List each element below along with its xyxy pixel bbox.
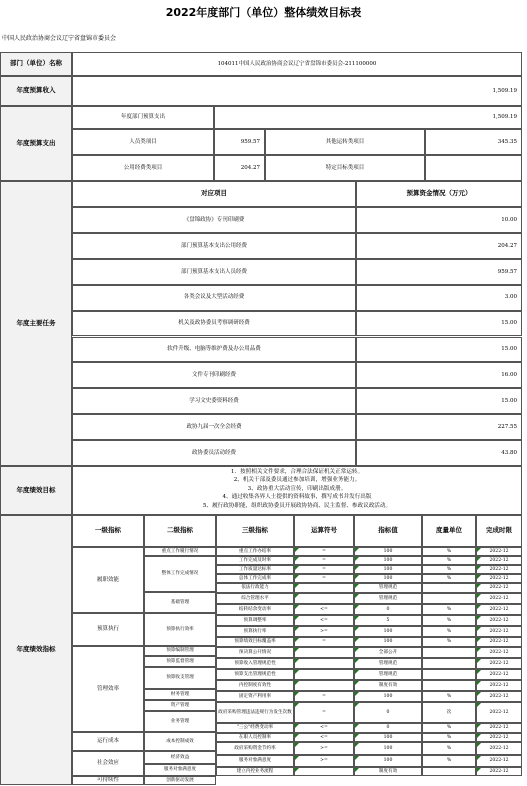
ind-l2-cell: 创新驱动发展 — [144, 776, 216, 785]
ind-l3-cell: 在职人员控制率 — [216, 733, 294, 742]
ind-value-cell: 5 — [354, 615, 422, 626]
ind-l1-cell: 履职效能 — [72, 547, 144, 613]
ind-deadline-cell: 2022-12 — [476, 647, 522, 658]
task-amount: 3.00 — [356, 285, 522, 311]
task-item: 《盘锦政协》专刊印刷费 — [72, 207, 356, 233]
ind-header-l3: 三级指标 — [216, 515, 294, 547]
ind-l2-cell: 服务对象满意度 — [144, 764, 216, 776]
public-label: 公用经费类项目 — [72, 155, 214, 181]
page-title: 2022年度部门（单位）整体绩效目标表 — [165, 6, 362, 19]
indicators-label: 年度绩效指标 — [0, 515, 72, 785]
dept-value: 104011中国人民政治协商会议辽宁省盘锦市委员会-211100000 — [72, 52, 522, 76]
task-amount: 43.80 — [356, 440, 522, 466]
ind-l3-cell: 预算支出管理规范性 — [216, 669, 294, 680]
ind-unit-cell: % — [422, 604, 476, 615]
ind-value-cell: 100 — [354, 755, 422, 767]
ind-l3-cell: 工作质量达标率 — [216, 565, 294, 574]
personnel-value: 959.57 — [214, 129, 265, 155]
income-value: 1,509.19 — [72, 76, 522, 106]
ind-l3-cell: 政府采购资金节约率 — [216, 742, 294, 755]
ind-unit-cell — [422, 680, 476, 691]
ind-l1-cell: 管理效率 — [72, 646, 144, 732]
ind-l3-cell: 固定资产利用率 — [216, 691, 294, 702]
ind-deadline-cell: 2022-12 — [476, 556, 522, 565]
ind-value-cell: 制度有效 — [354, 680, 422, 691]
ind-operator-cell: = — [294, 556, 354, 565]
ind-unit-cell: % — [422, 637, 476, 647]
ind-operator-cell: >= — [294, 626, 354, 637]
ind-value-cell: 100 — [354, 547, 422, 556]
ind-unit-cell: % — [422, 733, 476, 742]
task-item: 学习文史委资料经费 — [72, 388, 356, 414]
goal-line: 1．按照相关文件要求，合理合法保证机关正常运转。 — [230, 469, 364, 475]
income-label: 年度预算收入 — [0, 76, 72, 106]
task-item: 政协委员活动经费 — [72, 440, 356, 466]
ind-operator-cell: >= — [294, 755, 354, 767]
ind-unit-cell — [422, 647, 476, 658]
ind-header-l1: 一级指标 — [72, 515, 144, 547]
ind-l3-cell: 工作完成及时率 — [216, 556, 294, 565]
goal-line: 5、履行政协职能，组织政协委员开展政协协商、民主监督、参政议政活动。 — [202, 502, 392, 509]
expense-total-value: 1,509.19 — [214, 106, 522, 129]
goals-label: 年度绩效目标 — [0, 466, 72, 515]
ind-unit-cell — [422, 669, 476, 680]
special-label: 特定目标类项目 — [265, 155, 425, 181]
ind-operator-cell — [294, 767, 354, 776]
ind-unit-cell — [422, 583, 476, 593]
ind-operator-cell — [294, 669, 354, 680]
ind-operator-cell: >= — [294, 742, 354, 755]
ind-value-cell: 100 — [354, 691, 422, 702]
task-item: 软件升级、电脑等维护费及办公用品费 — [72, 337, 356, 363]
ind-unit-cell: % — [422, 547, 476, 556]
ind-l3-cell: "三公"经费变动率 — [216, 723, 294, 733]
ind-value-cell: 100 — [354, 565, 422, 574]
ind-unit-cell — [422, 658, 476, 669]
ind-l3-cell: 内控制度有效性 — [216, 680, 294, 691]
ind-header-l2: 二级指标 — [144, 515, 216, 547]
ind-header-deadline: 完成时限 — [476, 515, 522, 547]
task-amount: 15.00 — [356, 311, 522, 337]
other-value: 345.35 — [425, 129, 522, 155]
goals-text — [72, 466, 522, 515]
ind-header-value: 指标值 — [354, 515, 422, 547]
ind-l2-cell: 预算监督管理 — [144, 656, 216, 667]
ind-unit-cell: % — [422, 691, 476, 702]
ind-deadline-cell: 2022-12 — [476, 637, 522, 647]
ind-value-cell: 管理规范 — [354, 658, 422, 669]
ind-value-cell: 0 — [354, 604, 422, 615]
ind-l1-cell: 运行成本 — [72, 732, 144, 751]
other-label: 其他运转类项目 — [265, 129, 425, 155]
ind-l2-cell: 重点工作履行情况 — [144, 547, 216, 556]
ind-deadline-cell: 2022-12 — [476, 547, 522, 556]
personnel-label: 人员类项目 — [72, 129, 214, 155]
ind-deadline-cell: 2022-12 — [476, 669, 522, 680]
ind-deadline-cell: 2022-12 — [476, 604, 522, 615]
ind-deadline-cell: 2022-12 — [476, 691, 522, 702]
page-subtitle: 中国人民政治协商会议辽宁省盘锦市委员会 — [2, 35, 117, 42]
ind-header-unit: 度量单位 — [422, 515, 476, 547]
dept-label: 部门（单位）名称 — [0, 52, 72, 76]
ind-value-cell: 0 — [354, 702, 422, 723]
ind-unit-cell: % — [422, 755, 476, 767]
ind-l2-cell: 预算编制管理 — [144, 646, 216, 656]
ind-l3-cell: 预算执行率 — [216, 626, 294, 637]
ind-unit-cell: % — [422, 574, 476, 583]
ind-value-cell: 管理规范 — [354, 593, 422, 604]
ind-deadline-cell: 2022-12 — [476, 565, 522, 574]
ind-l1-cell: 社会效应 — [72, 751, 144, 776]
task-amount: 15.00 — [356, 337, 522, 363]
ind-operator-cell: = — [294, 565, 354, 574]
ind-l3-cell: 预决算公开情况 — [216, 647, 294, 658]
task-item: 各类会议及大型活动经费 — [72, 285, 356, 311]
task-item: 文件专刊印刷经费 — [72, 362, 356, 388]
ind-l2-cell: 基础管理 — [144, 592, 216, 613]
ind-unit-cell: 次 — [422, 702, 476, 723]
ind-l3-cell: 预算收入管理规范性 — [216, 658, 294, 669]
ind-value-cell: 100 — [354, 626, 422, 637]
ind-operator-cell: <= — [294, 723, 354, 733]
ind-operator-cell: = — [294, 574, 354, 583]
ind-deadline-cell: 2022-12 — [476, 680, 522, 691]
ind-operator-cell: = — [294, 547, 354, 556]
task-item: 部门预算基本支出人员经费 — [72, 259, 356, 285]
ind-value-cell: 100 — [354, 637, 422, 647]
ind-l3-cell: 重点工作办结率 — [216, 547, 294, 556]
ind-deadline-cell: 2022-12 — [476, 767, 522, 776]
ind-deadline-cell: 2022-12 — [476, 702, 522, 723]
ind-value-cell: 100 — [354, 733, 422, 742]
ind-l2-cell: 预算执行效率 — [144, 613, 216, 646]
ind-operator-cell: = — [294, 702, 354, 723]
ind-l2-cell: 财务管理 — [144, 689, 216, 700]
task-item: 机关及政协委员考察调研经费 — [72, 311, 356, 337]
expense-total-label: 年度部门预算支出 — [72, 106, 214, 129]
task-amount: 10.00 — [356, 207, 522, 233]
ind-deadline-cell: 2022-12 — [476, 615, 522, 626]
task-amount: 15.00 — [356, 388, 522, 414]
ind-l3-cell: 依法行政能力 — [216, 583, 294, 593]
ind-operator-cell: = — [294, 691, 354, 702]
ind-operator-cell — [294, 593, 354, 604]
ind-l3-cell: 预算调整率 — [216, 615, 294, 626]
ind-value-cell: 管理规范 — [354, 669, 422, 680]
ind-value-cell: 管理规范 — [354, 583, 422, 593]
ind-unit-cell: % — [422, 723, 476, 733]
ind-l3-cell: 结转结余变动率 — [216, 604, 294, 615]
task-amount: 227.55 — [356, 414, 522, 440]
ind-l2-cell: 成本控制成效 — [144, 732, 216, 751]
task-amount: 959.57 — [356, 259, 522, 285]
ind-value-cell: 制度有效 — [354, 767, 422, 776]
ind-unit-cell — [422, 593, 476, 604]
ind-operator-cell — [294, 680, 354, 691]
goal-line: 3、政协重大活动宣传，印刷出版成册。 — [247, 485, 347, 492]
ind-unit-cell: % — [422, 565, 476, 574]
task-item: 政协九届一次全会经费 — [72, 414, 356, 440]
ind-l3-cell: 总体工作完成率 — [216, 574, 294, 583]
ind-value-cell: 100 — [354, 574, 422, 583]
ind-l3-cell: 政府采购管理违法违规行为发生次数 — [216, 702, 294, 723]
ind-operator-cell — [294, 583, 354, 593]
ind-unit-cell: % — [422, 556, 476, 565]
ind-operator-cell: = — [294, 637, 354, 647]
ind-unit-cell — [422, 767, 476, 776]
task-amount: 16.00 — [356, 362, 522, 388]
ind-l3-cell: 预算绩效目标覆盖率 — [216, 637, 294, 647]
ind-header-operator: 运算符号 — [294, 515, 354, 547]
public-value: 204.27 — [214, 155, 265, 181]
ind-l1-cell: 可持续性 — [72, 776, 144, 785]
task-item: 部门预算基本支出公用经费 — [72, 233, 356, 259]
ind-unit-cell: % — [422, 615, 476, 626]
ind-l1-cell: 预算执行 — [72, 613, 144, 646]
ind-deadline-cell: 2022-12 — [476, 583, 522, 593]
ind-l3-cell: 服务对象满意度 — [216, 755, 294, 767]
ind-l2-cell: 整体工作完成情况 — [144, 556, 216, 592]
ind-deadline-cell: 2022-12 — [476, 733, 522, 742]
tasks-col-item: 对应项目 — [72, 181, 356, 207]
ind-l2-cell: 资产管理 — [144, 700, 216, 711]
ind-value-cell: 100 — [354, 556, 422, 565]
ind-deadline-cell: 2022-12 — [476, 593, 522, 604]
ind-unit-cell: % — [422, 626, 476, 637]
ind-l2-cell: 业务管理 — [144, 711, 216, 732]
goal-line: 2、机关干部及委员通过参加培训，增强业务能力。 — [233, 477, 361, 484]
ind-unit-cell: % — [422, 742, 476, 755]
ind-value-cell: 全部公开 — [354, 647, 422, 658]
task-amount: 204.27 — [356, 233, 522, 259]
ind-operator-cell: <= — [294, 604, 354, 615]
ind-l2-cell: 预算收支管理 — [144, 667, 216, 689]
ind-deadline-cell: 2022-12 — [476, 742, 522, 755]
goal-line: 4、通过收集各界人士提供的资料故事，撰写成书并发行出版 — [222, 494, 372, 501]
ind-value-cell: 0 — [354, 723, 422, 733]
ind-l3-cell: 建立内控业务流程 — [216, 767, 294, 776]
ind-operator-cell — [294, 658, 354, 669]
expense-label: 年度预算支出 — [0, 106, 72, 181]
ind-operator-cell: <= — [294, 615, 354, 626]
tasks-label: 年度主要任务 — [0, 181, 72, 466]
tasks-col-amount: 预算资金情况（万元） — [356, 181, 522, 207]
special-value — [425, 155, 522, 181]
ind-deadline-cell: 2022-12 — [476, 755, 522, 767]
ind-l2-cell: 经济效益 — [144, 751, 216, 764]
ind-deadline-cell: 2022-12 — [476, 574, 522, 583]
ind-value-cell: 100 — [354, 742, 422, 755]
ind-operator-cell — [294, 647, 354, 658]
ind-operator-cell: <= — [294, 733, 354, 742]
ind-deadline-cell: 2022-12 — [476, 626, 522, 637]
ind-deadline-cell: 2022-12 — [476, 723, 522, 733]
ind-l3-cell: 综合管理水平 — [216, 593, 294, 604]
ind-deadline-cell: 2022-12 — [476, 658, 522, 669]
